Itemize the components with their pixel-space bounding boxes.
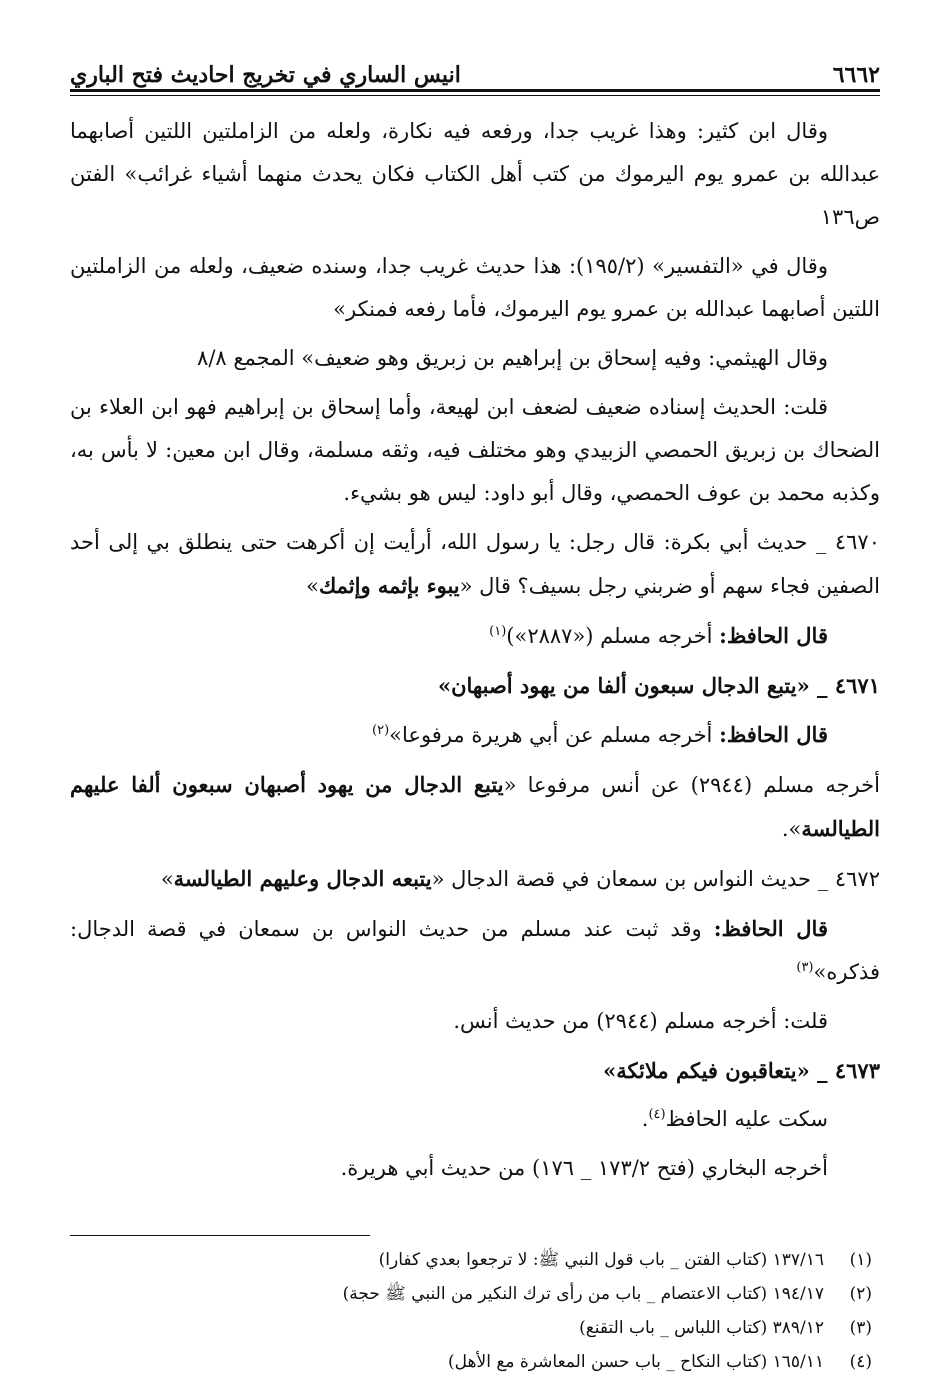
entry-4672: ٤٦٧٢ _ حديث النواس بن سمعان في قصة الدجال «يتبعه الدجال وعليهم الطيالسة» <box>160 866 880 891</box>
paragraph-haythami: وقال الهيثمي: وفيه إسحاق بن إبراهيم بن زبريق وهو ضعيف» المجمع ٨/٨ <box>197 346 828 370</box>
book-title: انيس الساري في تخريج احاديث فتح الباري <box>70 62 461 88</box>
entry-4670: ٤٦٧٠ _ حديث أبي بكرة: قال رجل: يا رسول الله، أرأيت إن أكرهت حتى ينطلق بي إلى أحد الصفين فجاء سهم أو ضربني رجل بسيف؟ قال «يبوء بإثمه وإثمك» <box>70 530 880 598</box>
paragraph-sakata: سكت عليه الحافظ$^{(٤)}$. <box>641 1107 828 1131</box>
main-text <box>70 110 880 1196</box>
book-page <box>70 48 880 1372</box>
header-rule-thin <box>70 95 880 96</box>
footnote-ref-3: (٣) <box>796 960 814 975</box>
footnote-ref-2: (٢) <box>372 723 390 738</box>
paragraph-qultu-anas: قلت: أخرجه مسلم (٢٩٤٤) من حديث أنس. <box>453 1009 828 1033</box>
hafiz-note-4672: قال الحافظ: وقد ثبت عند مسلم من حديث النواس بن سمعان في قصة الدجال: فذكره»$^{(٣)}$ <box>70 916 880 984</box>
paragraph-ibn-kathir: وقال ابن كثير: وهذا غريب جدا، ورفعه فيه نكارة، ولعله من الزاملتين اللتين أصابهما عبدالله بن عمرو يوم اليرموك من كتب أهل الكتاب فكان يحدث منهما أشياء غرائب» الفتن ص١٣٦ <box>70 119 880 229</box>
paragraph-qultu: قلت: الحديث إسناده ضعيف لضعف ابن لهيعة، وأما إسحاق بن إبراهيم فهو ابن العلاء بن الضحاك بن زبريق الحمصي الزبيدي وهو مختلف فيه، وثقه مسلمة، وقال ابن معين: لا بأس به، وكذبه محمد بن عوف الحمصي، وقال أبو داود: ليس هو بشيء. <box>70 395 880 505</box>
page-number: ٦٦٦٢ <box>832 62 880 88</box>
paragraph-tafsir: وقال في «التفسير» (١٩٥/٢): هذا حديث غريب جدا، وسنده ضعيف، ولعله من الزاملتين اللتين أصابهما عبدالله بن عمرو يوم اليرموك، فأما رفعه فمنكر» <box>70 254 880 321</box>
hafiz-note-4671: قال الحافظ: أخرجه مسلم عن أبي هريرة مرفوعا»$^{(٢)}$ <box>372 722 828 747</box>
footnote-1: (١) ١٣٧/١٦ (كتاب الفتن _ باب قول النبي ﷺ: لا ترجعوا بعدي كفارا) <box>378 1250 872 1270</box>
footnote-separator <box>70 1235 370 1236</box>
entry-4673: ٤٦٧٣ _ «يتعاقبون فيكم ملائكة» <box>603 1058 880 1083</box>
footnote-ref-4: (٤) <box>648 1107 666 1122</box>
footnote-2: (٢) ١٩٤/١٧ (كتاب الاعتصام _ باب من رأى ترك النكير من النبي ﷺ حجة) <box>342 1284 872 1304</box>
running-header <box>70 48 880 88</box>
footnote-3: (٣) ٣٨٩/١٢ (كتاب اللباس _ باب التقنع) <box>579 1318 872 1338</box>
entry-4671: ٤٦٧١ _ «يتبع الدجال سبعون ألفا من يهود أصبهان» <box>437 673 880 698</box>
header-rule-thick <box>70 89 880 92</box>
paragraph-bukhari: أخرجه البخاري (فتح ١٧٣/٢ _ ١٧٦) من حديث أبي هريرة. <box>340 1156 828 1180</box>
footnote-4: (٤) ١٦٥/١١ (كتاب النكاح _ باب حسن المعاشرة مع الأهل) <box>448 1352 872 1372</box>
footnotes <box>70 1243 880 1379</box>
paragraph-muslim-anas: أخرجه مسلم (٢٩٤٤) عن أنس مرفوعا «يتبع الدجال من يهود أصبهان سبعون ألفا عليهم الطيالسة». <box>70 772 880 841</box>
footnote-ref-1: (١) <box>489 624 507 639</box>
hafiz-note-4670: قال الحافظ: أخرجه مسلم («٢٨٨٧»)$^{(١)}$ <box>489 623 828 648</box>
